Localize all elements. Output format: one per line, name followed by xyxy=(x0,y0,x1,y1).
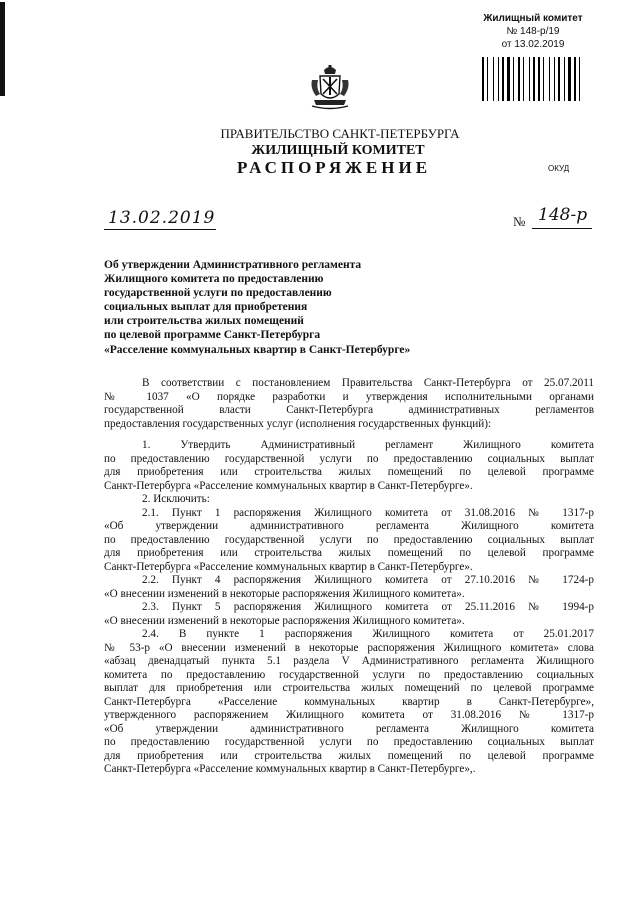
text-line: «абзац двенадцатый пункта 5.1 раздела V Административного регламента Жилищного xyxy=(104,655,594,667)
text-line: 2.2. Пункт 4 распоряжения Жилищного комитета от 27.10.2016 № 1724-р xyxy=(142,574,594,586)
text-line: «О внесении изменений в некоторые распоряжения Жилищного комитета». xyxy=(104,614,465,627)
barcode-bar xyxy=(518,57,520,101)
number-underline xyxy=(532,228,592,229)
barcode-bar xyxy=(507,57,510,101)
text-line: Санкт-Петербурга «Расселение коммунальных квартир в Санкт-Петербурге»,. xyxy=(104,763,476,775)
text-line: для приобретения или строительства жилых помещений по целевой программе xyxy=(104,466,594,478)
committee-name: ЖИЛИЩНЫЙ КОМИТЕТ xyxy=(251,143,425,158)
text-line: 1. Утвердить Административный регламент Жилищного комитета xyxy=(142,439,594,451)
okud-label: ОКУД xyxy=(548,164,570,173)
title-line: государственной услуги по предоставлению xyxy=(104,287,332,300)
barcode-bar xyxy=(551,57,553,101)
title-line: Об утверждении Административного регламента xyxy=(104,259,362,271)
item-2-1 xyxy=(104,507,594,575)
barcode-bar xyxy=(574,57,576,101)
barcode-bar xyxy=(549,57,550,101)
registration-date: от 13.02.2019 xyxy=(501,39,565,50)
barcode-bar xyxy=(485,57,486,101)
text-line: «О внесении изменений в некоторые распоряжения Жилищного комитета». xyxy=(104,587,465,600)
text-line: предоставления государственных услуг (исполнения государственных функций): xyxy=(104,417,492,430)
registration-stamp xyxy=(470,12,596,51)
barcode-bar xyxy=(538,57,540,101)
text-line: комитета по предоставлению государственной услуги по предоставлению социальных xyxy=(104,668,594,681)
document-body xyxy=(104,377,594,777)
barcode-bar xyxy=(482,57,484,101)
item-2-3 xyxy=(104,601,594,628)
text-line: Санкт-Петербурга «Расселение коммунальных квартир в Санкт-Петербурге». xyxy=(104,560,473,573)
barcode-bar xyxy=(500,57,501,101)
barcode-bar xyxy=(533,57,535,101)
text-line: № 53-р «О внесении изменений в некоторые распоряжения Жилищного комитета» слова xyxy=(104,641,594,654)
barcode-bar xyxy=(495,57,497,101)
barcode-bar xyxy=(515,57,517,101)
barcode-bar xyxy=(536,57,537,101)
government-name: ПРАВИТЕЛЬСТВО САНКТ-ПЕТЕРБУРГА xyxy=(220,126,460,141)
barcode-bar xyxy=(498,57,499,101)
coat-of-arms-icon xyxy=(308,64,352,110)
barcode-bar xyxy=(561,57,563,101)
barcode-bar xyxy=(525,57,528,101)
text-line: 2.4. В пункте 1 распоряжения Жилищного комитета от 25.01.2017 xyxy=(142,628,594,640)
text-line: Санкт-Петербурга «Расселение коммунальных квартир в Санкт-Петербурге». xyxy=(104,479,473,492)
text-line: для приобретения или строительства жилых помещений по целевой программе xyxy=(104,547,594,559)
text-line: для приобретения или строительства жилых помещений по целевой программе xyxy=(104,749,594,762)
document-type: РАСПОРЯЖЕНИЕ xyxy=(236,158,432,177)
barcode-bar xyxy=(566,57,567,101)
text-line: выплат для приобретения или строительства жилых помещений по целевой программе xyxy=(104,682,594,694)
barcode-bar xyxy=(513,57,514,101)
text-line: «Об утверждении административного регламента Жилищного комитета xyxy=(104,520,594,532)
text-line: государственной власти Санкт-Петербурга административных регламентов xyxy=(104,404,594,416)
preamble-paragraph xyxy=(104,377,594,431)
barcode-bar xyxy=(487,57,488,101)
barcode-bar xyxy=(505,57,506,101)
number-label: № xyxy=(513,214,526,229)
text-line: утвержденного распоряжением Жилищного комитета от 31.08.2016 № 1317-р xyxy=(104,709,594,721)
text-line: Санкт-Петербурга «Расселение коммунальных квартир в Санкт-Петербурге», xyxy=(104,695,594,708)
item-2: 2. Исключить: xyxy=(142,493,210,505)
barcode-bar xyxy=(543,57,544,101)
barcode xyxy=(482,57,588,101)
margin-rule xyxy=(0,2,5,96)
handwritten-date: 13.02.2019 xyxy=(108,208,216,228)
title-line: или строительства жилых помещений xyxy=(104,315,304,328)
barcode-bar xyxy=(568,57,571,101)
document-title xyxy=(104,258,410,357)
text-line: В соответствии с постановлением Правительства Санкт-Петербурга от 25.07.2011 xyxy=(142,377,594,389)
barcode-bar xyxy=(502,57,504,101)
registration-number: № 148-р/19 xyxy=(506,26,560,37)
barcode-bar xyxy=(531,57,532,101)
registration-org: Жилищный комитет xyxy=(483,13,583,24)
text-line: по предоставлению государственной услуги по предоставлению социальных выплат xyxy=(104,736,594,748)
text-line: «Об утверждении административного регламента Жилищного комитета xyxy=(104,722,594,735)
barcode-bar xyxy=(493,57,494,101)
title-line: «Расселение коммунальных квартир в Санкт-Петербурге» xyxy=(104,343,411,356)
item-2-2 xyxy=(104,574,594,601)
barcode-bar xyxy=(523,57,524,101)
barcode-bar xyxy=(521,57,522,101)
barcode-bar xyxy=(579,57,580,101)
text-line: по предоставлению государственной услуги по предоставлению социальных выплат xyxy=(104,533,594,546)
barcode-bar xyxy=(572,57,573,101)
barcode-bar xyxy=(564,57,565,101)
barcode-bar xyxy=(489,57,492,101)
barcode-bar xyxy=(541,57,542,101)
title-line: по целевой программе Санкт-Петербурга xyxy=(104,329,321,342)
text-line: 2.3. Пункт 5 распоряжения Жилищного комитета от 25.11.2016 № 1994-р xyxy=(142,601,594,613)
item-1 xyxy=(104,439,594,493)
barcode-bar xyxy=(581,57,583,101)
handwritten-number: 148-р xyxy=(538,205,588,225)
barcode-bar xyxy=(556,57,557,101)
date-underline xyxy=(104,229,216,230)
title-line: социальных выплат для приобретения xyxy=(104,301,308,314)
text-line: 2.1. Пункт 1 распоряжения Жилищного комитета от 31.08.2016 № 1317-р xyxy=(142,506,594,519)
barcode-bar xyxy=(529,57,530,101)
barcode-bar xyxy=(545,57,548,101)
barcode-bar xyxy=(511,57,512,101)
barcode-bar xyxy=(577,57,578,101)
text-line: № 1037 «О порядке разработки и утверждения исполнительными органами xyxy=(104,390,594,403)
item-2-4 xyxy=(104,628,594,777)
barcode-bar xyxy=(554,57,555,101)
barcode-bar xyxy=(558,57,560,101)
text-line: по предоставлению государственной услуги по предоставлению социальных выплат xyxy=(104,452,594,465)
title-line: Жилищного комитета по предоставлению xyxy=(104,273,324,286)
